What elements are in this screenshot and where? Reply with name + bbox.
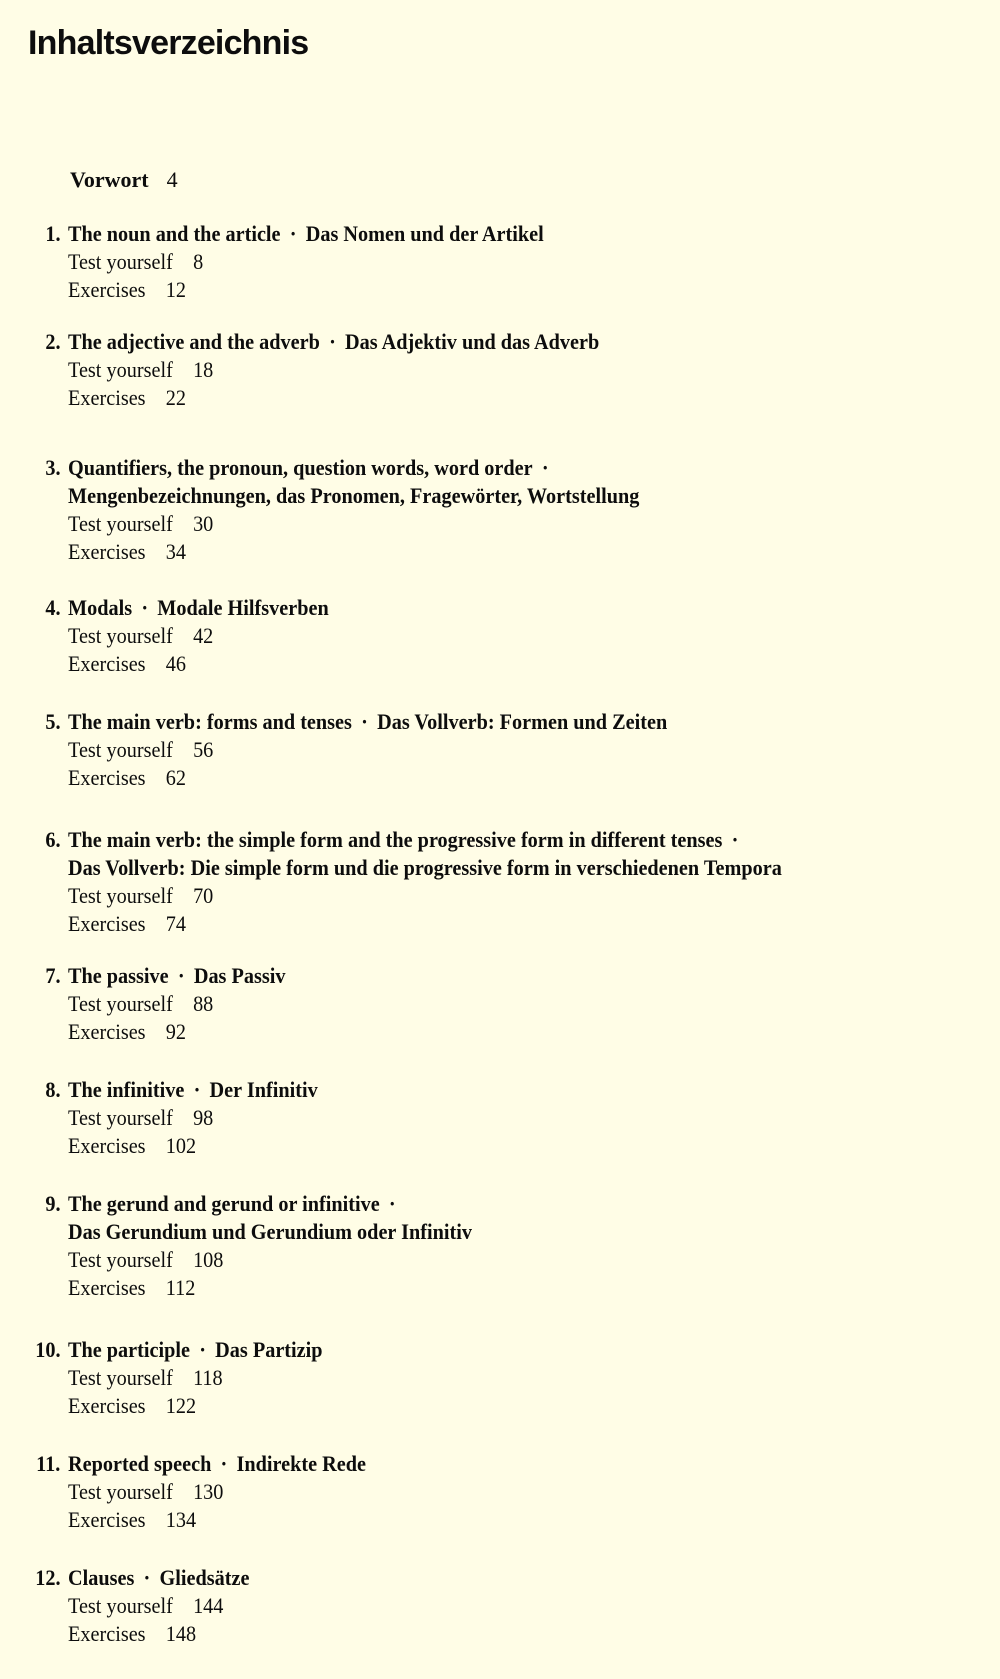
chapter-title-en: Reported speech [68, 1451, 212, 1476]
exercises-entry[interactable] [68, 538, 639, 566]
exercises-page-number: 122 [165, 1393, 197, 1418]
exercises-label: Exercises [68, 1133, 146, 1158]
test-yourself-entry[interactable] [68, 990, 285, 1018]
chapter-title-en: Modals [68, 595, 133, 620]
test-yourself-entry[interactable] [68, 736, 667, 764]
exercises-page-number: 34 [165, 539, 187, 564]
exercises-entry[interactable] [68, 384, 599, 412]
chapter-title[interactable] [68, 220, 544, 248]
exercises-page-number: 12 [165, 277, 187, 302]
chapter-number: 9. [44, 1191, 60, 1216]
test-page-number: 130 [193, 1479, 224, 1504]
test-page-number: 18 [193, 357, 214, 382]
exercises-entry[interactable] [68, 1018, 285, 1046]
exercises-label: Exercises [68, 385, 146, 410]
test-page-number: 30 [193, 511, 214, 536]
test-label: Test yourself [68, 737, 173, 762]
chapter-title-de: Das Vollverb: Formen und Zeiten [377, 709, 668, 734]
chapter-title-de-line[interactable] [68, 1218, 472, 1246]
test-label: Test yourself [68, 883, 173, 908]
test-yourself-entry[interactable] [68, 882, 782, 910]
chapter-number: 12. [34, 1565, 60, 1590]
chapter-title-en: Clauses [68, 1565, 135, 1590]
exercises-entry[interactable] [68, 910, 782, 938]
exercises-label: Exercises [68, 1507, 146, 1532]
test-label: Test yourself [68, 357, 173, 382]
chapter-title-en-line[interactable] [68, 454, 639, 482]
exercises-entry[interactable] [68, 1506, 366, 1534]
test-label: Test yourself [68, 991, 173, 1016]
chapter-title-de: Modale Hilfsverben [157, 595, 329, 620]
chapter-title[interactable] [68, 594, 329, 622]
exercises-page-number: 102 [165, 1133, 197, 1158]
separator-dot: · [541, 455, 549, 480]
chapter-title-de: Gliedsätze [159, 1565, 250, 1590]
test-page-number: 98 [193, 1105, 214, 1130]
test-label: Test yourself [68, 1593, 173, 1618]
test-yourself-entry[interactable] [68, 356, 599, 384]
chapter-title-en: The infinitive [68, 1077, 185, 1102]
exercises-entry[interactable] [68, 1274, 472, 1302]
chapter-title[interactable] [68, 1450, 366, 1478]
chapter-title-en: The main verb: forms and tenses [68, 709, 352, 734]
test-yourself-entry[interactable] [68, 510, 639, 538]
test-label: Test yourself [68, 1247, 173, 1272]
exercises-page-number: 62 [165, 765, 187, 790]
separator-dot: · [289, 221, 297, 246]
chapter-title-en-line[interactable] [68, 826, 782, 854]
chapter-title-en: The gerund and gerund or infinitive [68, 1191, 380, 1216]
exercises-label: Exercises [68, 765, 146, 790]
separator-dot: · [361, 709, 368, 734]
exercises-page-number: 74 [165, 911, 187, 936]
chapter-title-en: Quantifiers, the pronoun, question words, word order [68, 455, 533, 480]
test-label: Test yourself [68, 1365, 173, 1390]
exercises-page-number: 22 [165, 385, 187, 410]
exercises-page-number: 112 [165, 1275, 196, 1300]
chapter-title[interactable] [68, 708, 667, 736]
chapter-title-en: The main verb: the simple form and the progressive form in different tenses [68, 827, 723, 852]
chapter-title-de: Das Vollverb: Die simple form und die progressive form in verschiedenen Tempora [68, 855, 782, 880]
test-label: Test yourself [68, 1479, 173, 1504]
exercises-page-number: 46 [165, 651, 187, 676]
exercises-label: Exercises [68, 1621, 146, 1646]
chapter-number: 6. [44, 827, 60, 852]
page-title: Inhaltsverzeichnis [28, 24, 309, 62]
chapter-title[interactable] [68, 962, 285, 990]
test-label: Test yourself [68, 623, 173, 648]
chapter-title[interactable] [68, 1564, 249, 1592]
chapter-title-en: The adjective and the adverb [68, 329, 320, 354]
chapter-title-de-line[interactable] [68, 854, 782, 882]
test-yourself-entry[interactable] [68, 1246, 472, 1274]
foreword-label: Vorwort [70, 167, 149, 192]
test-yourself-entry[interactable] [68, 1104, 318, 1132]
exercises-label: Exercises [68, 651, 146, 676]
test-page-number: 144 [193, 1593, 224, 1618]
chapter-title-de: Das Nomen und der Artikel [305, 221, 544, 246]
separator-dot: · [329, 329, 336, 354]
exercises-page-number: 134 [165, 1507, 197, 1532]
separator-dot: · [141, 595, 149, 620]
chapter-title-en: The noun and the article [68, 221, 281, 246]
exercises-page-number: 92 [165, 1019, 187, 1044]
chapter-title-de: Der Infinitiv [209, 1077, 318, 1102]
chapter-title-de: Mengenbezeichnungen, das Pronomen, Fragewörter, Wortstellung [68, 483, 640, 508]
exercises-entry[interactable] [68, 764, 667, 792]
chapter-number: 2. [44, 329, 60, 354]
exercises-entry[interactable] [68, 1132, 318, 1160]
chapter-title-de: Das Adjektiv und das Adverb [345, 329, 600, 354]
chapter-title-de: Das Passiv [193, 963, 286, 988]
exercises-entry[interactable] [68, 650, 329, 678]
test-yourself-entry[interactable] [68, 248, 544, 276]
exercises-entry[interactable] [68, 1392, 323, 1420]
test-page-number: 70 [193, 883, 214, 908]
separator-dot: · [177, 963, 185, 988]
test-page-number: 8 [193, 249, 204, 274]
test-yourself-entry[interactable] [68, 1592, 249, 1620]
chapter-title[interactable] [68, 1076, 318, 1104]
chapter-number: 1. [44, 221, 60, 246]
chapter-title[interactable] [68, 1336, 323, 1364]
chapter-number: 3. [44, 455, 60, 480]
separator-dot: · [199, 1337, 206, 1362]
test-page-number: 56 [193, 737, 214, 762]
chapter-title-en-line[interactable] [68, 1190, 472, 1218]
separator-dot: · [388, 1191, 396, 1216]
test-page-number: 88 [193, 991, 214, 1016]
exercises-entry[interactable] [68, 276, 544, 304]
exercises-label: Exercises [68, 1393, 146, 1418]
chapter-title-en: The passive [68, 963, 169, 988]
test-yourself-entry[interactable] [68, 1364, 323, 1392]
separator-dot: · [220, 1451, 228, 1476]
exercises-label: Exercises [68, 1275, 146, 1300]
chapter-number: 4. [44, 595, 60, 620]
test-yourself-entry[interactable] [68, 1478, 366, 1506]
chapter-number: 7. [44, 963, 60, 988]
chapter-title-en: The participle [68, 1337, 191, 1362]
chapter-title-de-line[interactable] [68, 482, 639, 510]
chapter-title-de: Das Partizip [215, 1337, 323, 1362]
test-label: Test yourself [68, 511, 173, 536]
test-page-number: 108 [193, 1247, 224, 1272]
test-page-number: 42 [193, 623, 214, 648]
chapter-number: 10. [34, 1337, 60, 1362]
separator-dot: · [143, 1565, 151, 1590]
exercises-label: Exercises [68, 1019, 146, 1044]
toc-entry-foreword[interactable] [70, 166, 178, 194]
exercises-entry[interactable] [68, 1620, 249, 1648]
test-yourself-entry[interactable] [68, 622, 329, 650]
test-page-number: 118 [193, 1365, 223, 1390]
chapter-title-de: Indirekte Rede [236, 1451, 367, 1476]
exercises-page-number: 148 [165, 1621, 197, 1646]
exercises-label: Exercises [68, 911, 146, 936]
separator-dot: · [731, 827, 739, 852]
test-label: Test yourself [68, 249, 173, 274]
chapter-number: 5. [44, 709, 60, 734]
chapter-number: 8. [44, 1077, 60, 1102]
exercises-label: Exercises [68, 277, 146, 302]
exercises-label: Exercises [68, 539, 146, 564]
chapter-number: 11. [35, 1451, 60, 1476]
chapter-title-de: Das Gerundium und Gerundium oder Infinitiv [68, 1219, 472, 1244]
chapter-title[interactable] [68, 328, 599, 356]
separator-dot: · [193, 1077, 201, 1102]
test-label: Test yourself [68, 1105, 173, 1130]
foreword-page-number: 4 [166, 167, 178, 192]
